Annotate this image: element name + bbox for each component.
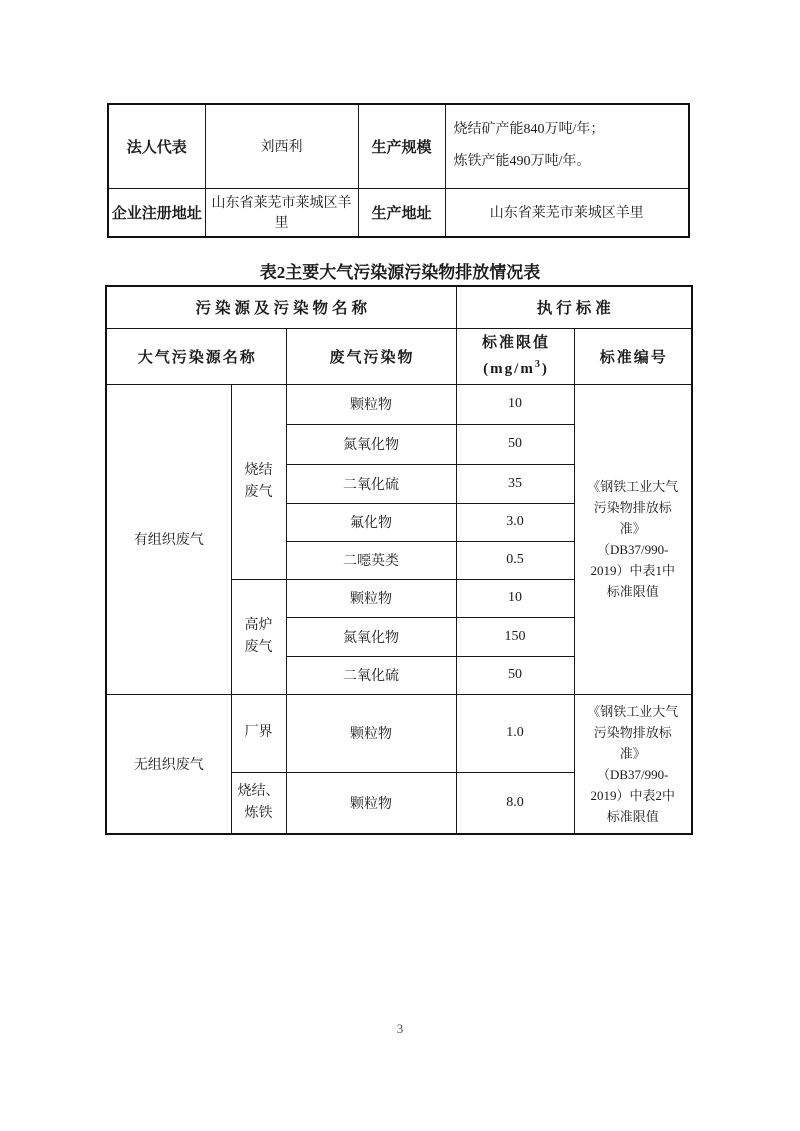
cell-pollutant: 二氧化硫	[286, 656, 456, 694]
cell-limit: 10	[456, 579, 574, 617]
cell-pollutant: 二噁英类	[286, 541, 456, 579]
header-limit-unit: $(mg/m^3)$	[483, 359, 549, 377]
source-unorganized: 无组织废气	[106, 694, 231, 834]
cell-pollutant: 二氧化硫	[286, 464, 456, 503]
cell-limit: 50	[456, 656, 574, 694]
header-standard-group: 执行标准	[456, 286, 692, 328]
subsource-sinter: 烧结 废气	[231, 384, 286, 579]
header-source-name: 大气污染源名称	[106, 328, 286, 384]
legal-representative-label: 法人代表	[108, 104, 205, 188]
emissions-table	[105, 285, 693, 835]
page-number: 3	[396, 1021, 404, 1036]
header-group-row	[106, 286, 692, 328]
header-limit	[456, 328, 574, 384]
header-standard-number: 标准编号	[574, 328, 692, 384]
cell-limit: 150	[456, 617, 574, 656]
legal-representative-value: 刘西利	[205, 104, 358, 188]
table-row	[106, 694, 692, 772]
header-columns-row	[106, 328, 692, 384]
subsource-boundary: 厂界	[231, 694, 286, 772]
cell-limit: 8.0	[456, 772, 574, 834]
production-address-label: 生产地址	[358, 188, 445, 237]
production-scale-label: 生产规模	[358, 104, 445, 188]
cell-limit: 1.0	[456, 694, 574, 772]
standard-organized: 《钢铁工业大气 污染物排放标 准》 （DB37/990- 2019）中表1中 标准限值	[574, 384, 692, 694]
subsource-blast-furnace: 高炉 废气	[231, 579, 286, 694]
cell-pollutant: 氮氧化物	[286, 424, 456, 464]
standard-unorganized: 《钢铁工业大气 污染物排放标 准》 （DB37/990- 2019）中表2中 标准限值	[574, 694, 692, 834]
info-row-1	[108, 104, 689, 188]
source-organized: 有组织废气	[106, 384, 231, 694]
info-row-2	[108, 188, 689, 237]
cell-pollutant: 颗粒物	[286, 384, 456, 424]
cell-pollutant: 颗粒物	[286, 579, 456, 617]
header-limit-text: 标准限值	[481, 335, 550, 351]
production-address-value: 山东省莱芜市莱城区羊里	[445, 188, 689, 237]
cell-limit: 3.0	[456, 503, 574, 541]
cell-limit: 35	[456, 464, 574, 503]
table2-title: 表2主要大气污染源污染物排放情况表	[259, 263, 541, 282]
subsource-sinter-ironmaking: 烧结、 炼铁	[231, 772, 286, 834]
header-pollutant: 废气污染物	[286, 328, 456, 384]
cell-pollutant: 颗粒物	[286, 772, 456, 834]
cell-pollutant: 氟化物	[286, 503, 456, 541]
cell-limit: 10	[456, 384, 574, 424]
company-info-table	[107, 103, 690, 238]
cell-limit: 50	[456, 424, 574, 464]
cell-limit: 0.5	[456, 541, 574, 579]
production-scale-value: 烧结矿产能840万吨/年； 炼铁产能490万吨/年。	[445, 104, 689, 188]
table-row	[106, 384, 692, 424]
cell-pollutant: 颗粒物	[286, 694, 456, 772]
registered-address-label: 企业注册地址	[108, 188, 205, 237]
registered-address-value: 山东省莱芜市莱城区羊里	[205, 188, 358, 237]
header-source-group: 污染源及污染物名称	[106, 286, 456, 328]
cell-pollutant: 氮氧化物	[286, 617, 456, 656]
